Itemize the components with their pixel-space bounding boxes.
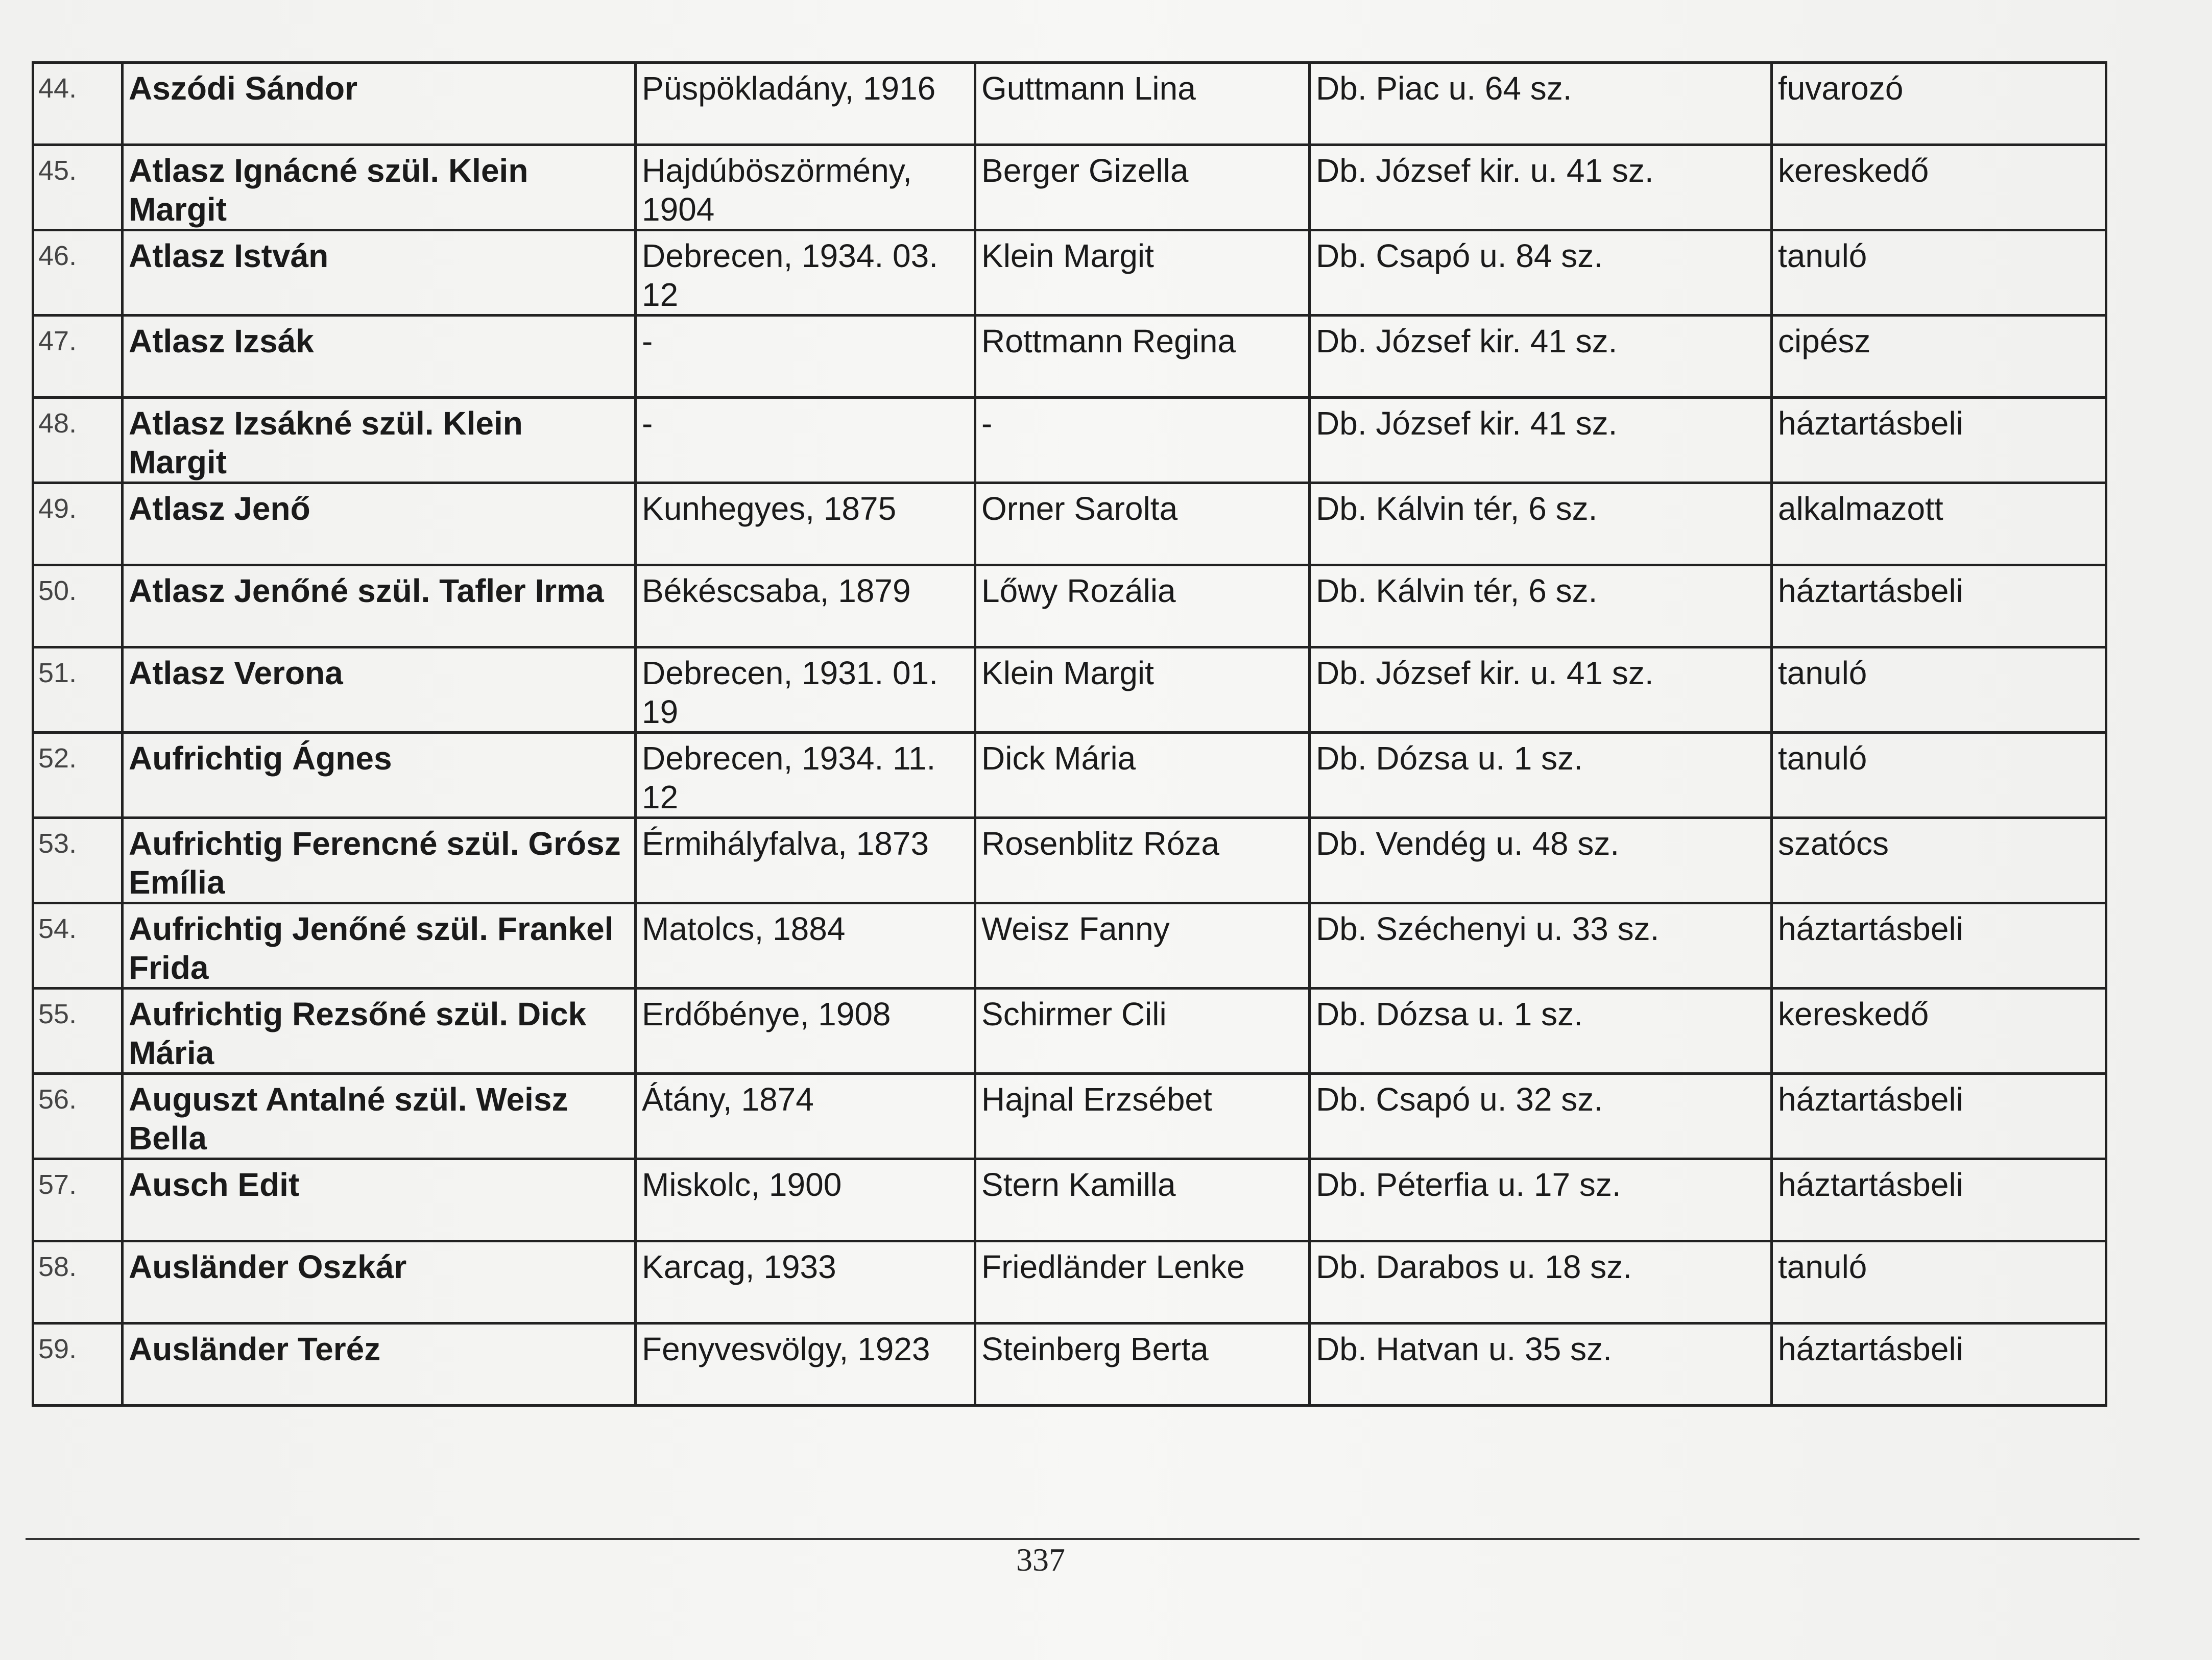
address-cell: Db. József kir. 41 sz. xyxy=(1310,316,1772,398)
person-name-cell: Atlasz Jenőné szül. Tafler Irma xyxy=(123,565,636,647)
birth-place-date-cell: - xyxy=(636,398,975,483)
address-cell: Db. Csapó u. 32 sz. xyxy=(1310,1074,1772,1159)
table-row xyxy=(33,145,2106,230)
occupation-cell: háztartásbeli xyxy=(1772,565,2106,647)
occupation-cell: háztartásbeli xyxy=(1772,903,2106,989)
address-cell: Db. Péterfia u. 17 sz. xyxy=(1310,1159,1772,1241)
table-row xyxy=(33,1074,2106,1159)
row-number-cell: 54. xyxy=(33,903,123,989)
birth-place-date-cell: Érmihályfalva, 1873 xyxy=(636,818,975,903)
table-row xyxy=(33,565,2106,647)
table-row xyxy=(33,733,2106,818)
person-name-cell: Atlasz Jenő xyxy=(123,483,636,565)
row-number-cell: 44. xyxy=(33,63,123,145)
row-number-cell: 45. xyxy=(33,145,123,230)
mother-name-cell: Guttmann Lina xyxy=(975,63,1310,145)
occupation-cell: tanuló xyxy=(1772,647,2106,733)
person-name-cell: Atlasz Izsák xyxy=(123,316,636,398)
row-number-cell: 55. xyxy=(33,989,123,1074)
table-row xyxy=(33,63,2106,145)
address-cell: Db. Kálvin tér, 6 sz. xyxy=(1310,483,1772,565)
person-name-cell: Aufrichtig Ágnes xyxy=(123,733,636,818)
birth-place-date-cell: Karcag, 1933 xyxy=(636,1241,975,1324)
occupation-cell: háztartásbeli xyxy=(1772,1074,2106,1159)
birth-place-date-cell: Debrecen, 1934. 11. 12 xyxy=(636,733,975,818)
mother-name-cell: Klein Margit xyxy=(975,230,1310,316)
row-number-cell: 58. xyxy=(33,1241,123,1324)
occupation-cell: kereskedő xyxy=(1772,145,2106,230)
occupation-cell: fuvarozó xyxy=(1772,63,2106,145)
mother-name-cell: Orner Sarolta xyxy=(975,483,1310,565)
person-name-cell: Ausch Edit xyxy=(123,1159,636,1241)
address-cell: Db. Csapó u. 84 sz. xyxy=(1310,230,1772,316)
row-number-cell: 50. xyxy=(33,565,123,647)
row-number-cell: 56. xyxy=(33,1074,123,1159)
person-name-cell: Auguszt Antalné szül. Weisz Bella xyxy=(123,1074,636,1159)
address-cell: Db. Piac u. 64 sz. xyxy=(1310,63,1772,145)
occupation-cell: tanuló xyxy=(1772,733,2106,818)
birth-place-date-cell: Püspökladány, 1916 xyxy=(636,63,975,145)
mother-name-cell: Rosenblitz Róza xyxy=(975,818,1310,903)
address-cell: Db. Vendég u. 48 sz. xyxy=(1310,818,1772,903)
birth-place-date-cell: Erdőbénye, 1908 xyxy=(636,989,975,1074)
occupation-cell: cipész xyxy=(1772,316,2106,398)
address-cell: Db. Dózsa u. 1 sz. xyxy=(1310,733,1772,818)
footer-rule xyxy=(26,1538,2139,1540)
occupation-cell: kereskedő xyxy=(1772,989,2106,1074)
row-number-cell: 51. xyxy=(33,647,123,733)
birth-place-date-cell: Fenyvesvölgy, 1923 xyxy=(636,1324,975,1406)
mother-name-cell: - xyxy=(975,398,1310,483)
register-table xyxy=(32,61,2107,1407)
mother-name-cell: Klein Margit xyxy=(975,647,1310,733)
mother-name-cell: Hajnal Erzsébet xyxy=(975,1074,1310,1159)
table-row xyxy=(33,1324,2106,1406)
mother-name-cell: Berger Gizella xyxy=(975,145,1310,230)
mother-name-cell: Steinberg Berta xyxy=(975,1324,1310,1406)
table-row xyxy=(33,1241,2106,1324)
mother-name-cell: Friedländer Lenke xyxy=(975,1241,1310,1324)
occupation-cell: háztartásbeli xyxy=(1772,1324,2106,1406)
person-name-cell: Atlasz Verona xyxy=(123,647,636,733)
person-name-cell: Aufrichtig Rezsőné szül. Dick Mária xyxy=(123,989,636,1074)
table-row xyxy=(33,989,2106,1074)
person-name-cell: Atlasz István xyxy=(123,230,636,316)
mother-name-cell: Schirmer Cili xyxy=(975,989,1310,1074)
occupation-cell: szatócs xyxy=(1772,818,2106,903)
row-number-cell: 52. xyxy=(33,733,123,818)
row-number-cell: 57. xyxy=(33,1159,123,1241)
person-name-cell: Atlasz Ignácné szül. Klein Margit xyxy=(123,145,636,230)
row-number-cell: 53. xyxy=(33,818,123,903)
address-cell: Db. Hatvan u. 35 sz. xyxy=(1310,1324,1772,1406)
address-cell: Db. Darabos u. 18 sz. xyxy=(1310,1241,1772,1324)
row-number-cell: 47. xyxy=(33,316,123,398)
birth-place-date-cell: Matolcs, 1884 xyxy=(636,903,975,989)
birth-place-date-cell: Békéscsaba, 1879 xyxy=(636,565,975,647)
register-table-body xyxy=(33,63,2106,1406)
address-cell: Db. Széchenyi u. 33 sz. xyxy=(1310,903,1772,989)
mother-name-cell: Stern Kamilla xyxy=(975,1159,1310,1241)
person-name-cell: Atlasz Izsákné szül. Klein Margit xyxy=(123,398,636,483)
person-name-cell: Ausländer Teréz xyxy=(123,1324,636,1406)
address-cell: Db. Kálvin tér, 6 sz. xyxy=(1310,565,1772,647)
address-cell: Db. József kir. u. 41 sz. xyxy=(1310,647,1772,733)
page-number: 337 xyxy=(1016,1542,1065,1578)
birth-place-date-cell: Debrecen, 1931. 01. 19 xyxy=(636,647,975,733)
table-row xyxy=(33,230,2106,316)
person-name-cell: Ausländer Oszkár xyxy=(123,1241,636,1324)
address-cell: Db. Dózsa u. 1 sz. xyxy=(1310,989,1772,1074)
address-cell: Db. József kir. 41 sz. xyxy=(1310,398,1772,483)
occupation-cell: háztartásbeli xyxy=(1772,1159,2106,1241)
row-number-cell: 48. xyxy=(33,398,123,483)
address-cell: Db. József kir. u. 41 sz. xyxy=(1310,145,1772,230)
table-row xyxy=(33,647,2106,733)
row-number-cell: 46. xyxy=(33,230,123,316)
table-row xyxy=(33,1159,2106,1241)
birth-place-date-cell: Hajdúböszörmény, 1904 xyxy=(636,145,975,230)
occupation-cell: alkalmazott xyxy=(1772,483,2106,565)
birth-place-date-cell: - xyxy=(636,316,975,398)
occupation-cell: tanuló xyxy=(1772,1241,2106,1324)
occupation-cell: háztartásbeli xyxy=(1772,398,2106,483)
mother-name-cell: Weisz Fanny xyxy=(975,903,1310,989)
row-number-cell: 49. xyxy=(33,483,123,565)
birth-place-date-cell: Miskolc, 1900 xyxy=(636,1159,975,1241)
birth-place-date-cell: Átány, 1874 xyxy=(636,1074,975,1159)
mother-name-cell: Dick Mária xyxy=(975,733,1310,818)
table-row xyxy=(33,903,2106,989)
person-name-cell: Aufrichtig Ferencné szül. Grósz Emília xyxy=(123,818,636,903)
mother-name-cell: Lőwy Rozália xyxy=(975,565,1310,647)
table-row xyxy=(33,818,2106,903)
birth-place-date-cell: Kunhegyes, 1875 xyxy=(636,483,975,565)
table-row xyxy=(33,398,2106,483)
person-name-cell: Aufrichtig Jenőné szül. Frankel Frida xyxy=(123,903,636,989)
mother-name-cell: Rottmann Regina xyxy=(975,316,1310,398)
table-row xyxy=(33,316,2106,398)
table-row xyxy=(33,483,2106,565)
row-number-cell: 59. xyxy=(33,1324,123,1406)
person-name-cell: Aszódi Sándor xyxy=(123,63,636,145)
occupation-cell: tanuló xyxy=(1772,230,2106,316)
birth-place-date-cell: Debrecen, 1934. 03. 12 xyxy=(636,230,975,316)
